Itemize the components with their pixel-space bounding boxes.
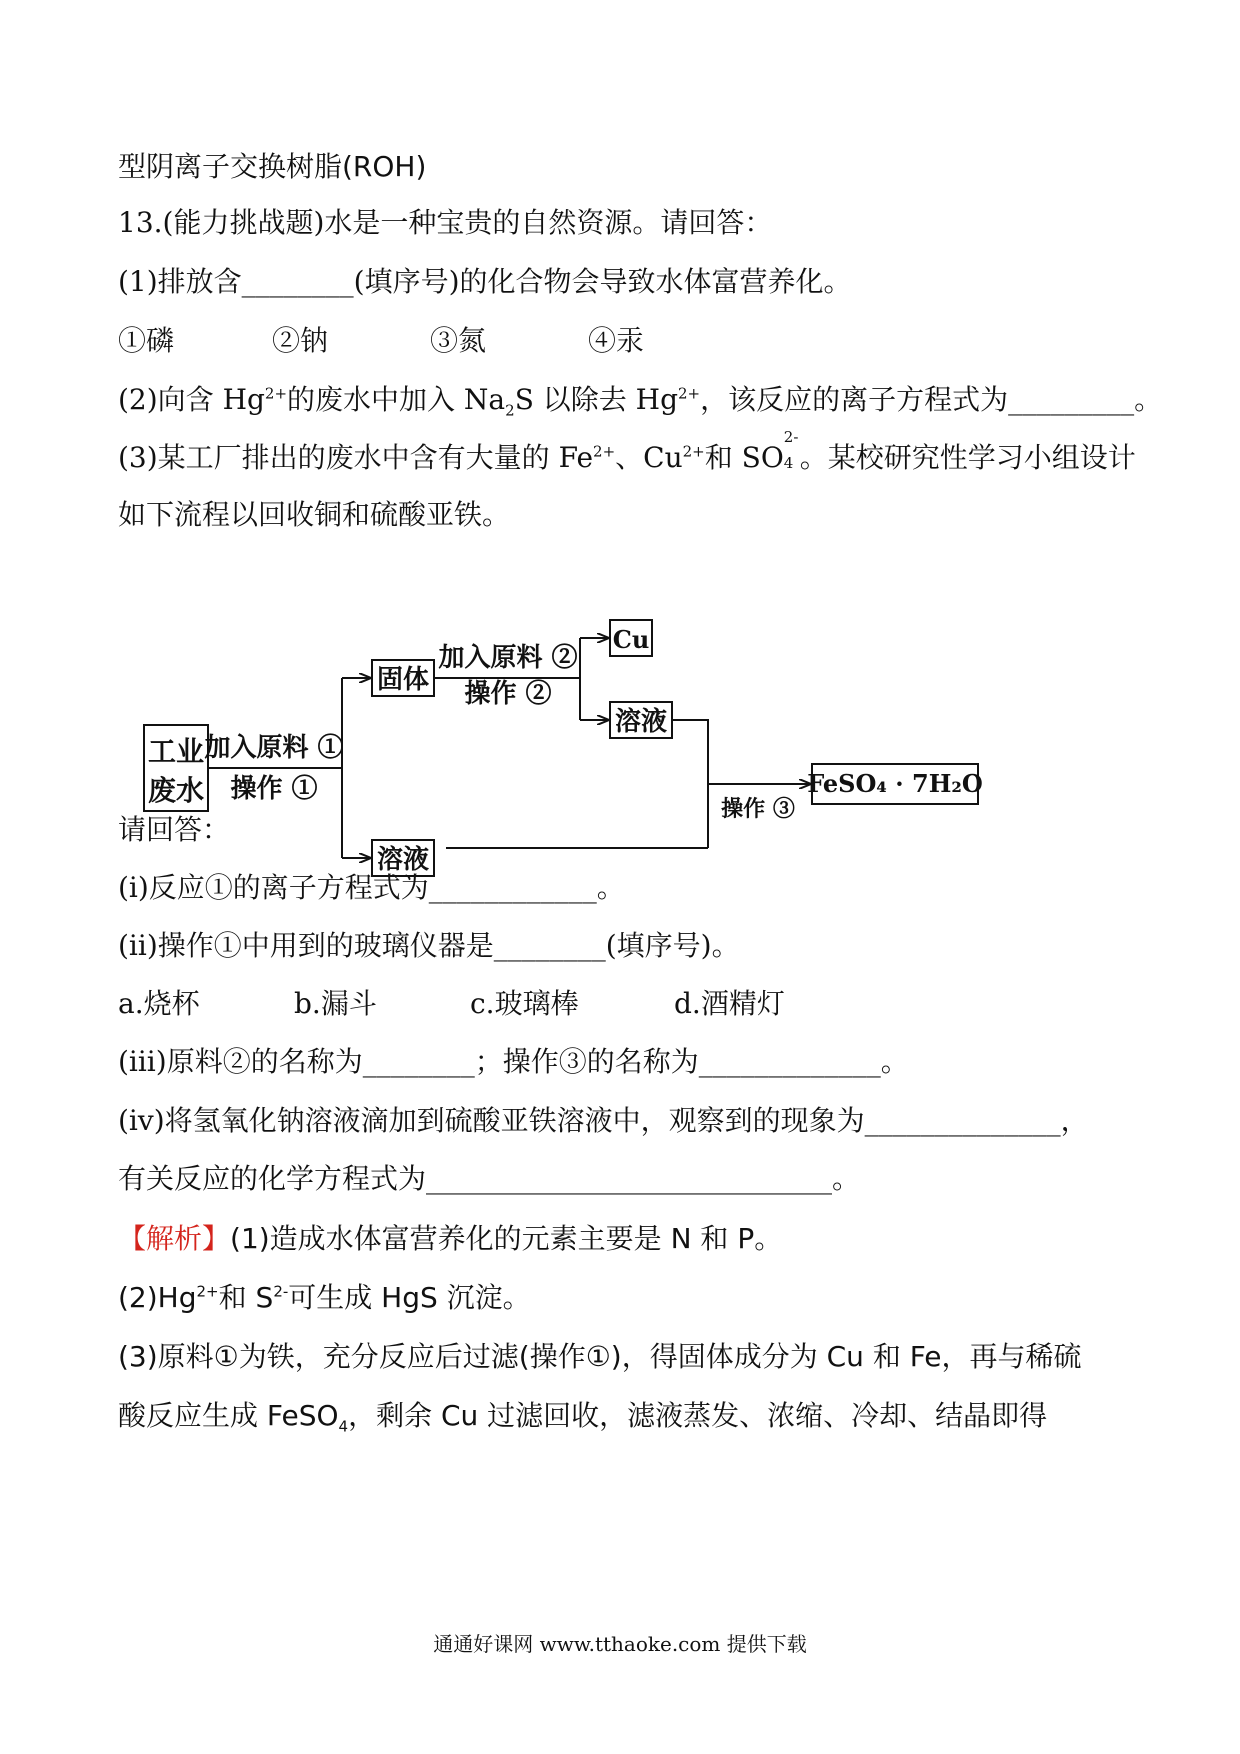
- svg-text:Cu: Cu: [612, 625, 650, 654]
- arrow-1-bottom-label: 操作 ①: [230, 774, 318, 804]
- flowchart: [140, 610, 1110, 890]
- analysis-part-2: $(2)Hg^{2+}$和 $S^{2-}$可生成 HgS 沉淀。: [118, 1281, 531, 1314]
- svg-text:FeSO₄ · 7H₂O: FeSO₄ · 7H₂O: [807, 769, 983, 798]
- option-beaker: a.烧杯: [118, 987, 200, 1020]
- please-answer: 请回答：: [118, 813, 231, 846]
- question-13-title: 13.(能力挑战题)水是一种宝贵的自然资源。请回答：: [118, 206, 773, 239]
- cu-box: [610, 620, 652, 656]
- svg-text:废水: 废水: [147, 774, 205, 807]
- svg-text:溶液: 溶液: [376, 845, 430, 875]
- arrow-2-bottom-label: 操作 ②: [464, 679, 552, 709]
- question-part-3-cont: 如下流程以回收铜和硫酸亚铁。: [118, 498, 511, 531]
- sub-question-iv-cont: 有关反应的化学方程式为_____________________________。: [118, 1162, 861, 1195]
- sub-question-i: (ⅰ)反应①的离子方程式为____________。: [118, 871, 625, 904]
- arrow-1-top-label: 加入原料 ①: [204, 733, 344, 763]
- footer: 通通好课网 www.tthaoke.com 提供下载: [433, 1632, 807, 1656]
- option-sodium: ②钠: [272, 324, 329, 357]
- analysis-part-3-cont: 酸反应生成 FeSO$_4$，剩余 Cu 过滤回收，滤液蒸发、浓缩、冷却、结晶即得: [118, 1399, 1048, 1436]
- product-box: [807, 764, 983, 804]
- question-part-3: (3)某工厂排出的废水中含有大量的 $Fe^{2+}$、$Cu^{2+}$和 SO 2- 4 。某校研究性学习小组设计: [118, 428, 1136, 474]
- svg-text:工业: 工业: [147, 735, 205, 768]
- sub-question-iv: (ⅳ)将氢氧化钠溶液滴加到硫酸亚铁溶液中，观察到的现象为______________，: [118, 1104, 1089, 1137]
- arrow-2-top-label: 加入原料 ②: [438, 643, 578, 673]
- text-line: 型阴离子交换树脂(ROH): [118, 150, 427, 183]
- option-phosphorus: ①磷: [118, 324, 175, 357]
- analysis-tag: 【解析】: [118, 1222, 231, 1255]
- option-funnel: b.漏斗: [294, 987, 377, 1020]
- merge-connector-top: [672, 720, 708, 848]
- solution-box-2: [610, 702, 672, 738]
- op3-label: 操作 ③: [721, 796, 795, 822]
- option-alcohol-lamp: d.酒精灯: [674, 987, 785, 1020]
- svg-text:溶液: 溶液: [614, 707, 668, 737]
- solid-box: [372, 660, 434, 696]
- svg-text:固体: 固体: [376, 665, 430, 695]
- analysis-part-1: 【解析】(1)造成水体富营养化的元素主要是 N 和 P。: [118, 1222, 783, 1255]
- question-part-1: (1)排放含________(填序号)的化合物会导致水体富营养化。: [118, 265, 852, 298]
- sub-question-ii: (ⅱ)操作①中用到的玻璃仪器是________(填序号)。: [118, 929, 740, 962]
- option-nitrogen: ③氮: [430, 324, 487, 357]
- option-glass-rod: c.玻璃棒: [470, 987, 579, 1020]
- industrial-wastewater-box: [144, 725, 208, 811]
- question-part-2: (2)向含 $Hg^{2+}$的废水中加入 $Na_2S$ 以除去 $Hg^{2+}$，该反应的离子方程式为_________。: [118, 383, 1163, 420]
- sub-question-iii: (ⅲ)原料②的名称为________；操作③的名称为_____________。: [118, 1045, 909, 1078]
- analysis-part-3: (3)原料①为铁，充分反应后过滤(操作①)，得固体成分为 Cu 和 Fe，再与稀硫: [118, 1340, 1082, 1373]
- option-mercury: ④汞: [588, 324, 645, 357]
